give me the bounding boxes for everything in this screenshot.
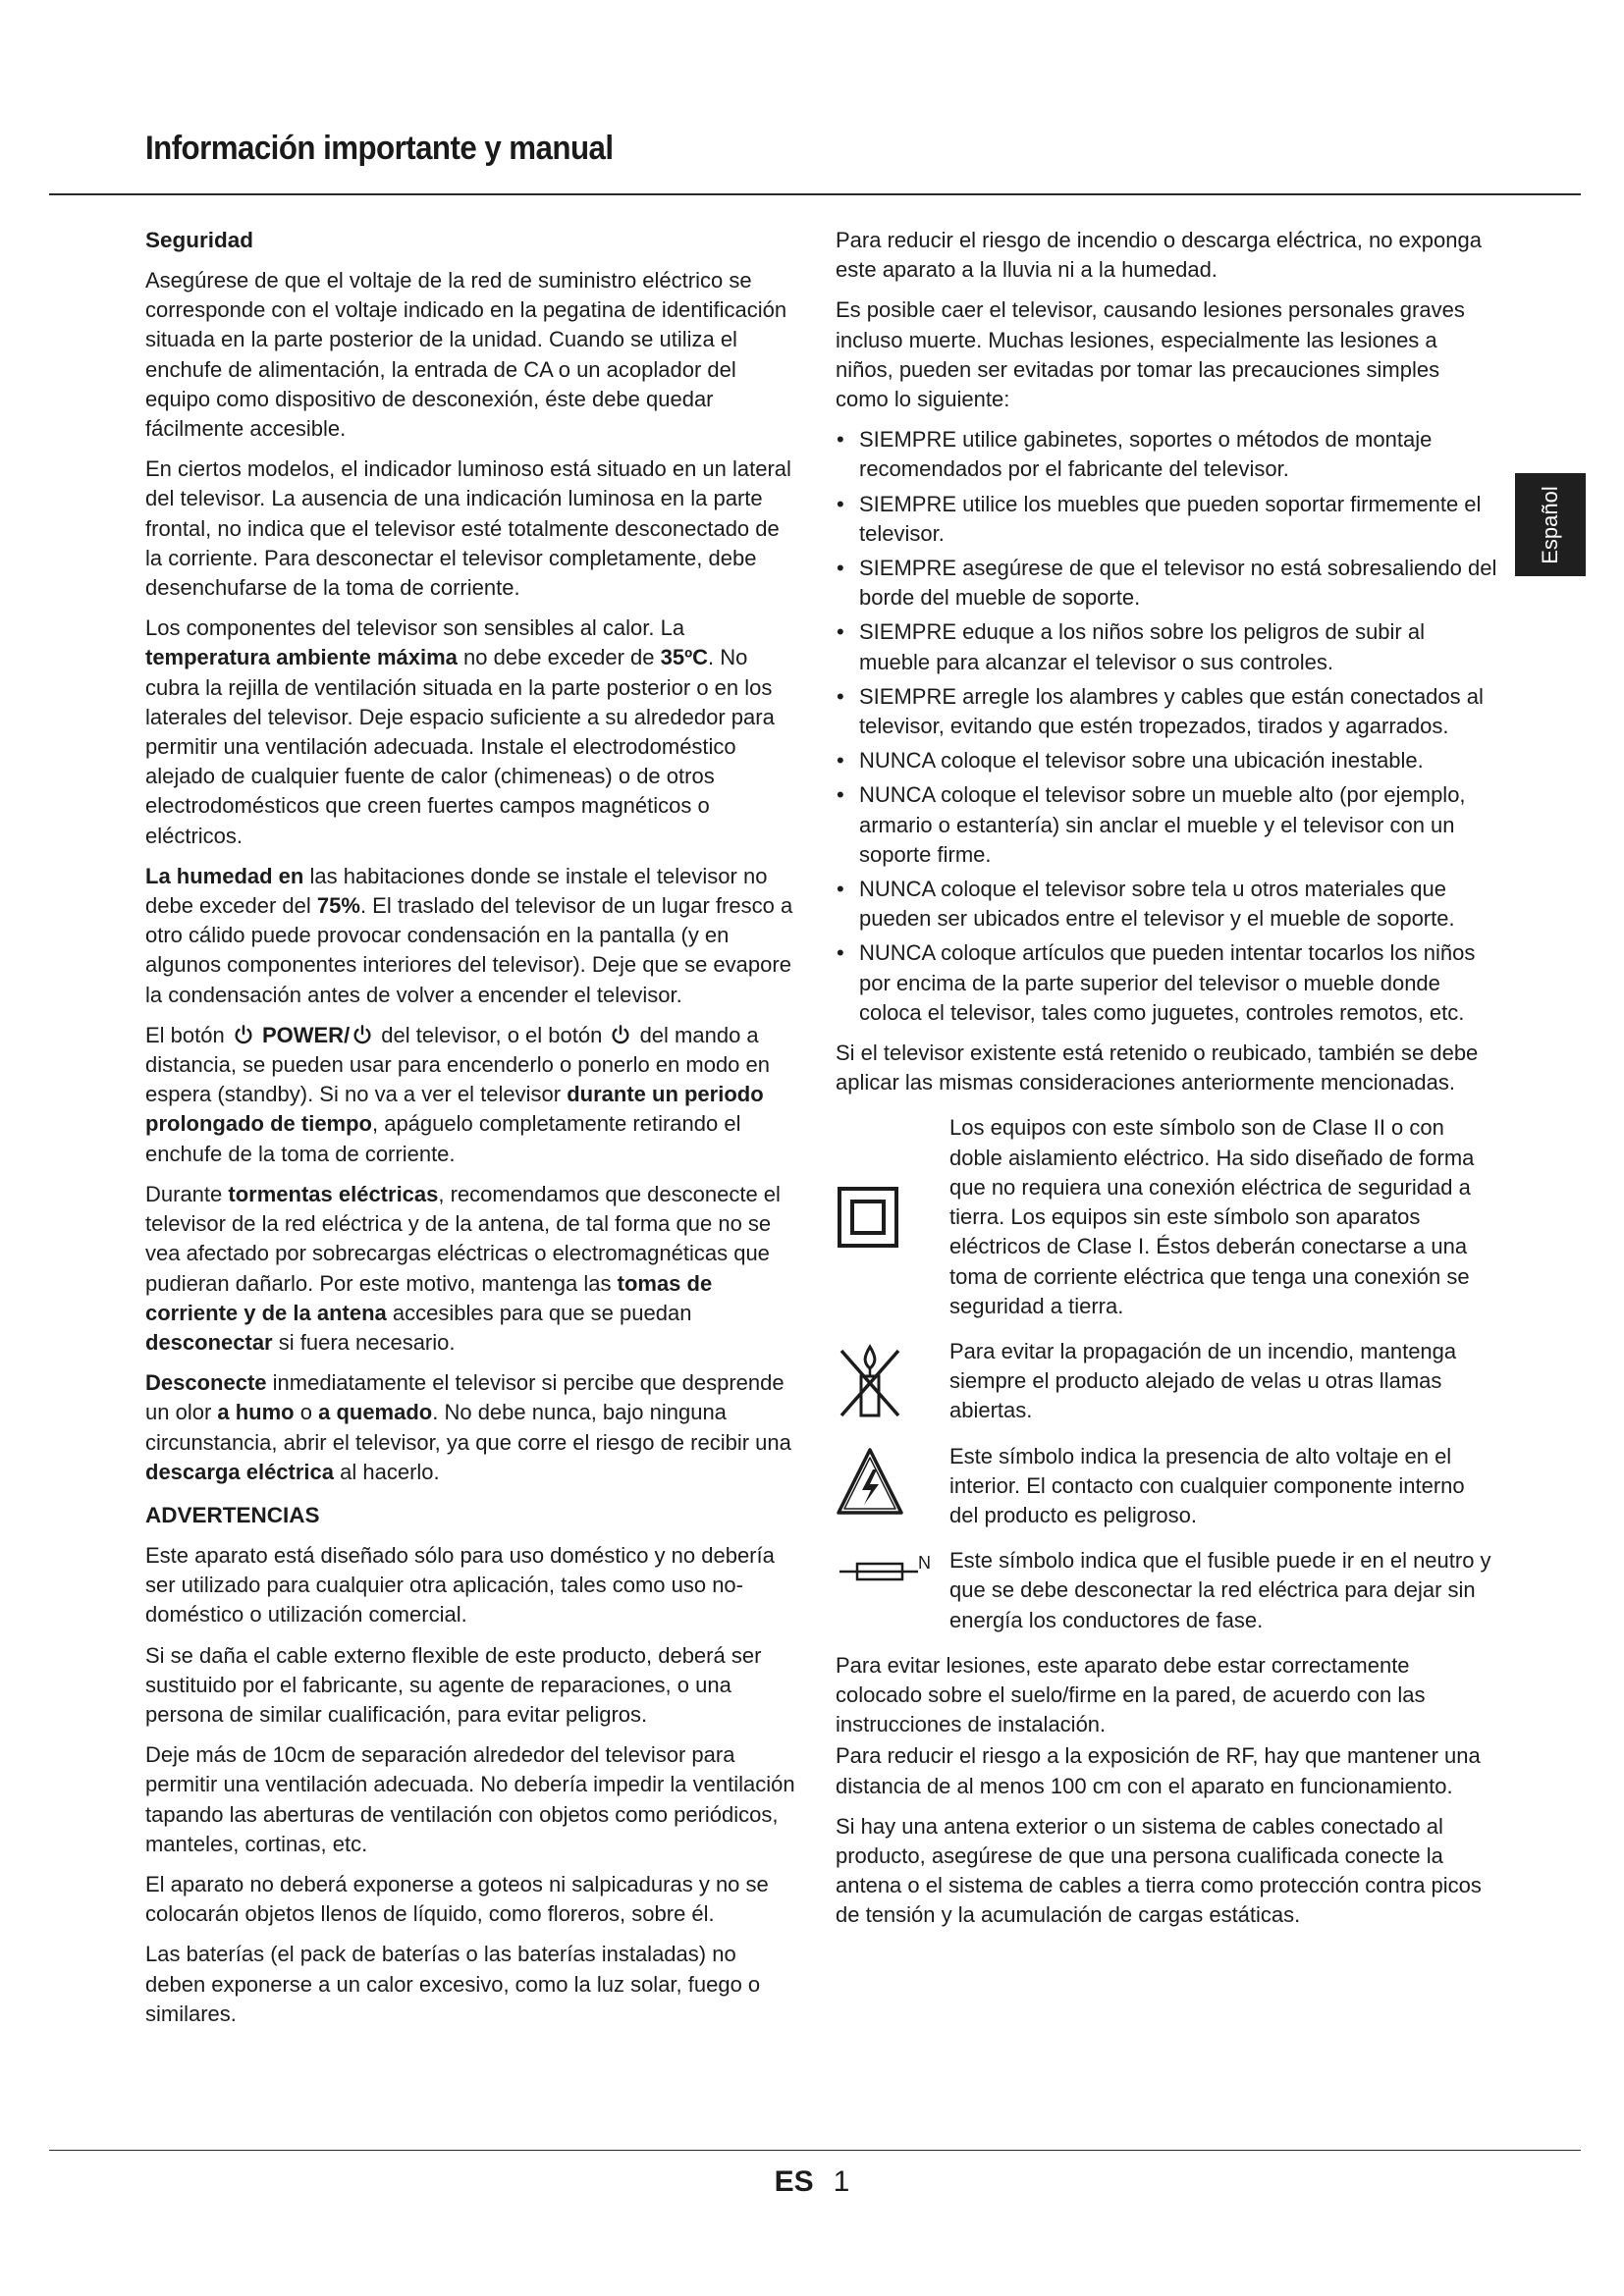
list-item-text: NUNCA coloque el televisor sobre un mueble alto (por ejemplo, armario o estantería) sin anclar el mueble y el televisor con un soporte firme. (859, 782, 1466, 867)
page-footer (0, 2165, 1624, 2199)
bullet-glyph: • (837, 940, 844, 966)
paragraph: Este aparato está diseñado sólo para uso doméstico y no debería ser utilizado para cualquier otra aplicación, tales como uso no-doméstico o utilización comercial. (145, 1542, 775, 1628)
bold-run: descarga eléctrica (145, 1459, 335, 1484)
section-heading-advertencias: ADVERTENCIAS (145, 1502, 320, 1527)
paragraph (145, 1180, 799, 1358)
high-voltage-icon (836, 1446, 904, 1517)
page-title: Información importante y manual (145, 130, 614, 167)
bullet-glyph: • (837, 782, 844, 808)
text-run: inmediatamente el televisor si percibe que desprende un olor (145, 1370, 785, 1425)
list-item (836, 425, 1497, 484)
list-item-text: SIEMPRE utilice los muebles que pueden soportar firmemente el televisor. (859, 491, 1482, 546)
bold-run: La humedad en (145, 863, 304, 888)
paragraph: Si hay una antena exterior o un sistema de cables conectado al producto, asegúrese de que una persona cualificada conecte la antena o el sistema de cables a tierra como protección contra picos de tensión y la acumulación de cargas estáticas. (836, 1813, 1482, 1928)
text-run: . No cubra la rejilla de ventilación situada en la parte posterior o en los laterales del televisor. Deje espacio suficiente a su alrededor para permitir una ventilación adecuada. Instale el electrodoméstico alejado de cualquier fuente de calor (chimeneas) o de otros electrodomésticos que creen fuertes campos magnéticos o eléctricos. (145, 645, 775, 848)
text-run: . No debe nunca, bajo ninguna circunstancia, abrir el televisor, ya que corre el riesgo de recibir una (145, 1400, 791, 1455)
no-open-flame-icon (836, 1341, 904, 1421)
paragraph: Deje más de 10cm de separación alrededor del televisor para permitir una ventilación adecuada. No debería impedir la ventilación tapando las aberturas de ventilación con objetos como periódicos, manteles, cortinas, etc. (145, 1742, 795, 1856)
symbol-description: Este símbolo indica la presencia de alto voltaje en el interior. El contacto con cualquier componente interno del producto es peligroso. (949, 1443, 1465, 1527)
bold-run: 35ºC (660, 645, 709, 670)
footer-rule (49, 2150, 1581, 2151)
fuse-icon (836, 1550, 930, 1589)
language-tab-label: Español (1538, 485, 1563, 564)
paragraph (145, 614, 799, 851)
double-insulation-icon (836, 1185, 900, 1250)
text-run: , recomendamos que desconecte el televisor de la red eléctrica y de la antena, de tal forma que no se vea afectado por sobrecargas eléctricas o electromagnéticas que pudieran dañarlo. Por este motivo, mantenga las (145, 1181, 781, 1296)
bold-run: tomas de corriente y de la antena (145, 1270, 713, 1325)
text-run: Los componentes del televisor son sensibles al calor. La (145, 615, 685, 641)
symbol-row-class2 (836, 1113, 1497, 1320)
paragraph: En ciertos modelos, el indicador luminoso está situado en un lateral del televisor. La ausencia de una indicación luminosa en la parte frontal, no indica que el televisor esté totalmente desconectado de la corriente. Para desconectar el televisor completamente, debe desenchufarse de la toma de corriente. (145, 456, 791, 601)
list-item (836, 682, 1497, 741)
paragraph: Para reducir el riesgo a la exposición de RF, hay que mantener una distancia de al menos 100 cm con el aparato en funcionamiento. (836, 1743, 1481, 1798)
list-item-text: NUNCA coloque artículos que pueden intentar tocarlos los niños por encima de la parte superior del televisor o mueble donde coloca el televisor, tales como juguetes, controles remotos, etc. (859, 940, 1476, 1025)
paragraph: Las baterías (el pack de baterías o las baterías instaladas) no deben exponerse a un calor excesivo, como la luz solar, fuego o similares. (145, 1942, 761, 2026)
symbol-description: Este símbolo indica que el fusible puede ir en el neutro y que se debe desconectar la red eléctrica para dejar sin energía los conductores de fase. (949, 1548, 1491, 1632)
text-run: no debe exceder de (457, 645, 661, 670)
paragraph: Para reducir el riesgo de incendio o descarga eléctrica, no exponga este aparato a la lluvia ni a la humedad. (836, 228, 1482, 283)
bullet-glyph: • (837, 748, 844, 774)
footer-language-code: ES (774, 2165, 814, 2198)
list-item-text: SIEMPRE arregle los alambres y cables que están conectados al televisor, evitando que estén tropezados, tirados y agarrados. (859, 683, 1484, 739)
symbol-row-fuse (836, 1546, 1497, 1635)
symbol-description: Para evitar la propagación de un incendio, mantenga siempre el producto alejado de velas u otras llamas abiertas. (949, 1338, 1457, 1423)
bullet-glyph: • (837, 491, 844, 516)
list-item (836, 490, 1497, 549)
bold-run: 75% (316, 893, 360, 919)
bold-run: a quemado (318, 1400, 433, 1425)
paragraph: Si el televisor existente está retenido o reubicado, también se debe aplicar las mismas consideraciones anteriormente mencionadas. (836, 1041, 1479, 1095)
header-rule (49, 193, 1581, 195)
bullet-glyph: • (837, 877, 844, 902)
list-item (836, 746, 1497, 775)
text-run: o (294, 1400, 319, 1425)
power-icon (233, 1024, 254, 1045)
list-item (836, 875, 1497, 934)
text-run: , apáguelo completamente retirando el enchufe de la toma de corriente. (145, 1111, 741, 1166)
bullet-glyph: • (837, 683, 844, 709)
text-run: Durante (145, 1181, 229, 1206)
list-item (836, 938, 1497, 1028)
text-run: al hacerlo. (334, 1459, 440, 1484)
symbol-row-candle (836, 1337, 1497, 1426)
list-item-text: NUNCA coloque el televisor sobre una ubicación inestable. (859, 748, 1424, 774)
bold-run: POWER/ (255, 1022, 351, 1047)
list-item (836, 780, 1497, 870)
bold-run: durante un periodo prolongado de tiempo (145, 1082, 764, 1137)
text-run: del televisor, o el botón (375, 1022, 609, 1047)
text-run: accesibles para que se puedan (386, 1300, 692, 1325)
bold-run: tormentas eléctricas (228, 1181, 439, 1206)
list-item-text: SIEMPRE eduque a los niños sobre los peligros de subir al mueble para alcanzar el televisor o sus controles. (859, 619, 1425, 674)
bullet-glyph: • (837, 556, 844, 581)
power-icon (610, 1024, 631, 1045)
left-column (145, 226, 799, 2040)
paragraph: El aparato no deberá exponerse a goteos ni salpicaduras y no se colocarán objetos llenos de líquido, como floreros, sobre él. (145, 1871, 769, 1927)
text-run: las habitaciones donde se instale el televisor no debe exceder del (145, 863, 768, 919)
bold-run: a humo (217, 1400, 295, 1425)
paragraph: Es posible caer el televisor, causando lesiones personales graves incluso muerte. Muchas lesiones, especialmente las lesiones a niños, pueden ser evitadas por tomar las precauciones simples como lo siguiente: (836, 297, 1465, 412)
bullet-glyph: • (837, 427, 844, 453)
section-heading-seguridad: Seguridad (145, 228, 254, 252)
paragraph (145, 1021, 799, 1169)
neutral-label: N (918, 1553, 931, 1574)
paragraph: Asegúrese de que el voltaje de la red de suministro eléctrico se corresponde con el voltaje indicado en la pegatina de identificación situada en la parte posterior de la unidad. Cuando se utiliza el enchufe de alimentación, la entrada de CA o un acoplador del equipo como dispositivo de desconexión, éste debe quedar fácilmente accesible. (145, 268, 787, 442)
text-run: . El traslado del televisor de un lugar fresco a otro cálido puede provocar condensación en la pantalla (y en algunos componentes interiores del televisor). Deje que se evapore la condensación antes de volver a encender el televisor. (145, 893, 793, 1007)
paragraph: Si se daña el cable externo flexible de este producto, deberá ser sustituido por el fabricante, su agente de reparaciones, o una persona de similar cualificación, para evitar peligros. (145, 1642, 762, 1727)
paragraph (145, 862, 799, 1010)
paragraph: Para evitar lesiones, este aparato debe estar correctamente colocado sobre el suelo/firme en la pared, de acuerdo con las instrucciones de instalación. (836, 1652, 1426, 1737)
paragraph (145, 1368, 799, 1487)
precautions-list (836, 425, 1497, 1028)
bullet-glyph: • (837, 619, 844, 645)
text-run: El botón (145, 1022, 231, 1047)
symbol-description: Los equipos con este símbolo son de Clase II o con doble aislamiento eléctrico. Ha sido diseñado de forma que no requiera una conexión eléctrica de seguridad a tierra. Los equipos sin este símbolo son aparatos eléctricos de Clase I. Éstos deberán conectarse a una toma de corriente eléctrica que tenga una conexión se seguridad a tierra. (949, 1115, 1475, 1318)
bold-run: desconectar (145, 1329, 273, 1355)
list-item-text: NUNCA coloque el televisor sobre tela u otros materiales que pueden ser ubicados entre el televisor y el mueble de soporte. (859, 877, 1455, 932)
language-tab (1515, 473, 1586, 576)
bold-run: Desconecte (145, 1370, 267, 1396)
power-icon (352, 1024, 373, 1045)
right-column (836, 226, 1497, 1942)
symbol-row-voltage (836, 1442, 1497, 1531)
list-item-text: SIEMPRE asegúrese de que el televisor no está sobresaliendo del borde del mueble de soporte. (859, 556, 1497, 611)
bold-run: temperatura ambiente máxima (145, 645, 458, 670)
list-item-text: SIEMPRE utilice gabinetes, soportes o métodos de montaje recomendados por el fabricante del televisor. (859, 427, 1433, 482)
page-number: 1 (833, 2165, 850, 2198)
text-run: del mando a distancia, se pueden usar para encenderlo o ponerlo en modo en espera (standby). Si no va a ver el televisor (145, 1022, 771, 1107)
list-item (836, 554, 1497, 613)
text-run: si fuera necesario. (272, 1329, 456, 1355)
list-item (836, 617, 1497, 676)
